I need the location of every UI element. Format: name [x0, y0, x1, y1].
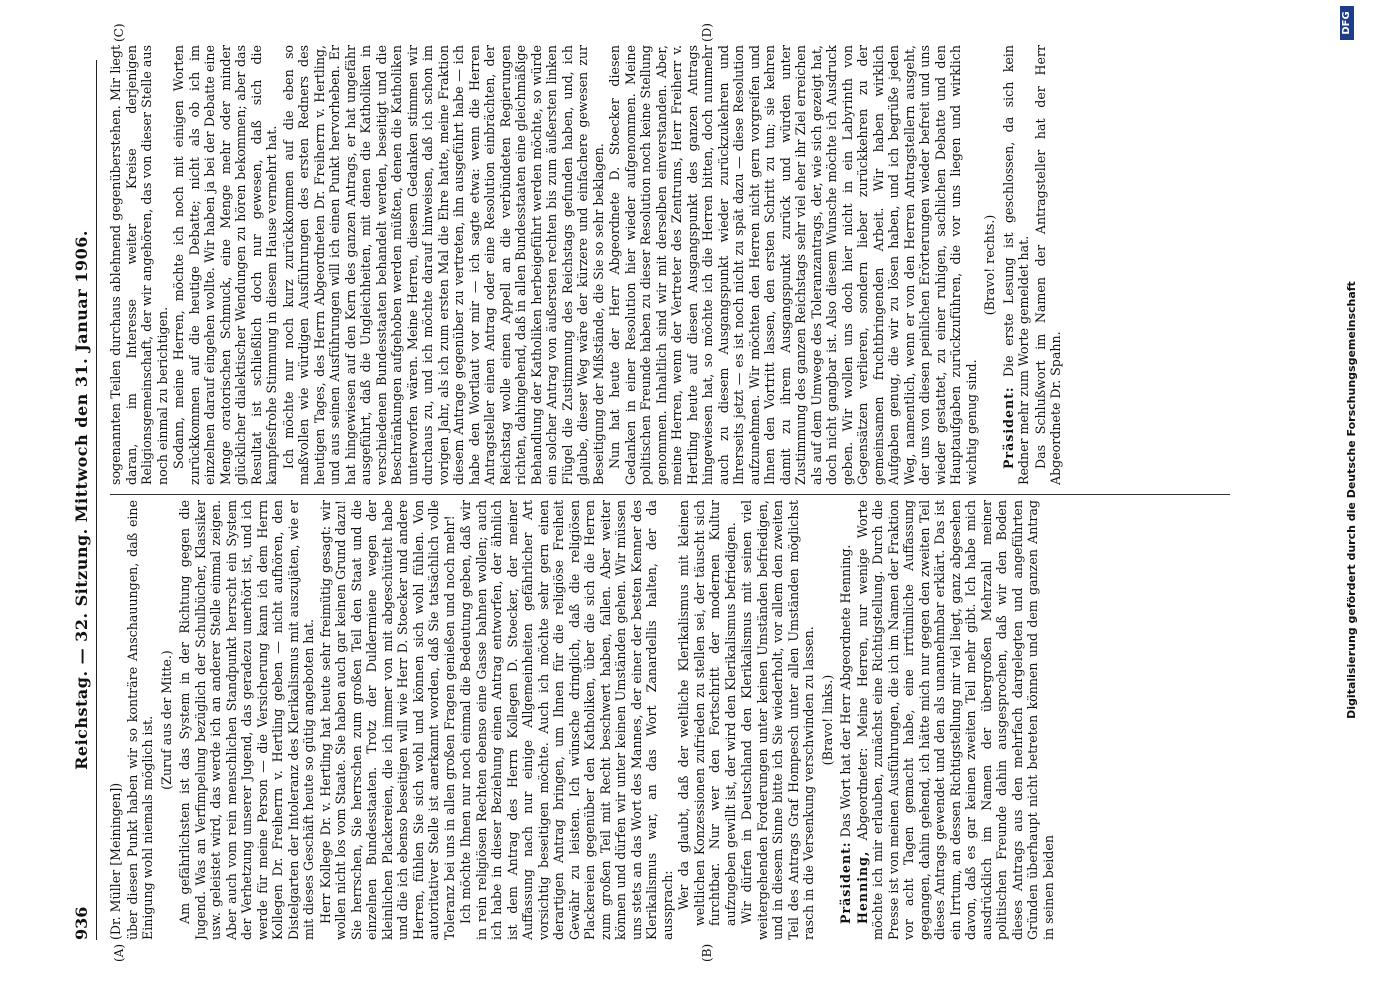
page-header — [60, 0, 100, 1000]
margin-marker-b: (B) — [700, 943, 714, 962]
speaker-continuation: (Dr. Müller [Meiningen]) — [108, 782, 123, 940]
paragraph: Herr Kollege Dr. v. Hertling hat heute sehr freimütig gesagt: wir wollen nicht los vom Staate. Sie haben auch gar keinen Grund dazu! Sie herrschen, Sie herrschen zum großen Teil den Staat und die einzelnen Bundesstaaten. Trotz der Duldermiene wegen der kleinlichen Plackereien, die ich immer von mit abgeschüttelt habe und die ich ebenso beseitigen will wie Herr D. Stoecker und andere Herren, fühlen Sie sich wohl und können sich wohl fühlen. Von autoritativer Stelle ist anerkannt worden, daß Sie tatsächlich volle Toleranz bei uns in allen großen Fragen genießen und noch mehr! — [317, 500, 457, 940]
margin-marker-d: (D) — [700, 23, 714, 42]
right-column — [108, 45, 1238, 485]
paragraph: Ich möchte Ihnen nur noch einmal die Bedeutung geben, daß wir in rein religiösen Rechten ebenso eine Gasse bahnen wollen; auch ich habe in dieser Beziehung einen Antrag entworfen, der ähnlich ist dem Antrag des Herrn Kollegen D. Stoecker, der meiner Auffassung nach nur einige Allgemeinheiten gefährlicher Art vorsichtig beseitigen möchte. Auch ich möchte sehr gern einen derartigen Antrag bringen, um Ihnen für die religiöse Freiheit Gewähr zu leisten. Ich wünsche dringlich, daß die religiösen Plackereien gegenüber den Katholiken, über die sich die Herren zum großen Teil mit Recht beschwert haben, fallen. Aber weiter können und dürfen wir unter keinen Umständen gehen. Wir müssen uns stets an das Wort des Mannes, der einer der besten Kenner des Klerikalismus war, an das Wort Zanardellis halten, der da aussprach: — [458, 500, 675, 940]
paragraph: über diesen Punkt haben wir so konträre Anschauungen, daß eine Einigung wohl niemals möglich ist. — [124, 500, 155, 940]
closing-paragraph: Das Schlußwort im Namen der Antragsteller hat der Herr Abgeordnete Dr. Spahn. — [1032, 45, 1063, 485]
quotation: Wer da glaubt, daß der weltliche Klerikalismus mit kleinen weltlichen Konzessionen zufrieden zu stellen sei, der täuscht sich furchtbar. Nur wer den Fortschritt der modernen Kultur aufzugeben gewillt ist, der wird den Klerikalismus befriedigen. — [676, 500, 738, 926]
page-number: 936 — [72, 906, 91, 940]
applause: (Bravo! links.) — [819, 674, 835, 766]
paragraph: Wir dürfen in Deutschland den Klerikalismus mit seinen viel weitergehenden Forderungen unter keinen Umständen befriedigen, und in diesem Sinne bitte ich Sie wiederholt, vor allem den zweiten Teil des Antrags Graf Hompesch unter allen Umständen möglichst rasch in die Versenkung verschwinden zu lassen. — [739, 500, 816, 940]
page-title: Reichstag. — 32. Sitzung. Mittwoch den 31. Januar 1906. — [72, 230, 91, 770]
left-column — [108, 500, 1238, 940]
president-remark — [1001, 45, 1032, 485]
header-rule — [96, 60, 97, 940]
interjection: (Zuruf aus der Mitte.) — [158, 650, 174, 790]
paragraph: Nun hat heute der Herr Abgeordnete D. Stoecker diesen Gedanken in einer Resolution hier wieder aufgenommen. Meine politischen Freunde haben zu dieser Resolution noch keine Stellung genommen. Inhaltlich sind wir mit derselben einverstanden. Aber, meine Herren, wenn der Vertreter des Zentrums, Herr Freiherr v. Hertling heute auf diesen Ausgangspunkt des ganzen Antrags hingewiesen hat, so möchte ich die Herren bitten, doch nunmehr auch zu diesem Ausgangspunkt wieder zurückzukehren und Ihrerseits jetzt — es ist noch nicht zu spät dazu — diese Resolution aufzunehmen. Wir möchten den Herren nicht gern vorgreifen und Ihnen den Vortritt lassen, den ersten Schritt zu tun; sie kehren damit zu ihrem Ausgangspunkt zurück und würden unter Zustimmung des ganzen Reichstags sehr viel eher ihr Ziel erreichen als auf dem Umwege des Toleranzantrags, der, wie sich gezeigt hat, doch nicht gangbar ist. Also diesem Wunsche möchte ich Ausdruck geben. Wir wollen uns doch hier nicht in ein Labyrinth von Gegensätzen verlieren, sondern lieber zurückkehren zu der gemeinsamen fruchtbringenden Arbeit. Wir haben wirklich Aufgaben genug, die wir zu lösen haben, und ich begrüße jeden Weg, namentlich, wenn er von den Herren Antragstellern ausgeht, der uns von diesen peinlichen Erörterungen wieder befreit und uns wieder gestattet, zu einer ruhigen, sachlichen Debatte und den Hauptaufgaben zurückzuführen, die vor uns liegen und wirklich wichtig genug sind. — [607, 45, 979, 485]
paragraph: Sodann, meine Herren, möchte ich noch mit einigen Worten zurückkommen auf die heutige Debatte; nicht als ob ich im einzelnen darauf eingehen wollte. Wir haben ja bei der Debatte eine Menge oratorischen Schmuck, eine Menge mehr oder minder glücklicher dialektischer Wendungen zu hören bekommen; aber das Resultat ist schließlich doch nur gewesen, daß sich die kampfesfrohe Stimmung in diesem Hause vermehrt hat. — [171, 45, 279, 485]
digitization-note: Digitalisierung gefördert durch die Deutsche Forschungsgemeinschaft — [1345, 281, 1358, 719]
dfg-logo: DFG — [1340, 6, 1354, 40]
applause: (Bravo! rechts.) — [982, 214, 997, 316]
paragraph: Ich möchte nur noch kurz zurückkommen auf die eben so maßvollen wie würdigen Ausführungen des ersten Redners des heutigen Tages, des Herrn Abgeordneten Dr. Freiherrn v. Hertling, und aus seinen Ausführungen will ich einen Punkt hervorheben. Er hat hingewiesen auf den Kern des ganzen Antrags, er hat ungefähr ausgeführt, daß die Ungleichheiten, mit denen die Katholiken in verschiedenen Bundesstaaten behandelt werden, beseitigt und die Beschränkungen aufgehoben werden müßten, denen die Katholiken unterworfen wären. Meine Herren, diesem Gedanken stimmen wir durchaus zu, und ich möchte darauf hinweisen, daß ich schon im vorigen Jahr, als ich zum ersten Mal die Ehre hatte, meine Fraktion diesem Antrage gegenüber zu vertreten, ihn ausgeführt habe — ich habe den Wortlaut vor mir — ich sagte etwa: wenn die Herren Antragsteller einen Antrag oder eine Resolution einbrächten, der Reichstag wolle einen Appell an die verbündeten Regierungen richten, dahingehend, daß in allen Bundesstaaten eine gleichmäßige Behandlung der Katholiken herbeigeführt werden möchte, so würde ein solcher Antrag von äußersten rechten bis zum äußersten linken Flügel die Zustimmung des Reichstags gefunden haben, und, ich glaube, dieser Weg wäre der kürzere und einfachere gewesen zur Beseitigung der Mißstände, die Sie so sehr beklagen. — [280, 45, 606, 485]
henning-speech — [855, 500, 1057, 940]
speaker-label: Präsident: — [1000, 386, 1016, 469]
paragraph: Am gefährlichsten ist das System in der Richtung gegen die Jugend. Was an Verfimpelung bezüglich der Schulbücher, Klassiker usw. geleistet wird, das werde ich an anderer Stelle einmal zeigen. Aber auch vom rein menschlichen Standpunkt herrscht ein System der Verhetzung unserer Jugend, das geradezu unerhört ist, und ich werde für meine Person — die Versicherung kann ich dem Herrn Kollegen Dr. Freiherrn v. Hertling geben — nicht aufhören, den Distelgarten der Intoleranz des Klerikalismus mit auszujäten, wie er mit dieses Geschäft heute so gütig angeboten hat. — [177, 500, 316, 940]
margin-marker-a: (A) — [112, 943, 126, 962]
president-text: Das Wort hat der Herr Abgeordnete Henning. — [838, 544, 853, 838]
margin-marker-c: (C) — [112, 23, 126, 42]
president-text: Die erste Lesung ist geschlossen, da sich kein Redner mehr zum Worte gemeldet hat. — [1000, 45, 1031, 485]
president-remark — [838, 500, 854, 940]
paragraph: sogenannten Teilen durchaus ablehnend gegenüberstehen. Mir liegt daran, im Interesse weiter Kreise derjenigen Religionsgemeinschaft, der wir angehören, das von dieser Stelle aus noch einmal zu berichtigen. — [108, 45, 170, 485]
speaker-label: Präsident: — [838, 841, 853, 924]
column-divider — [110, 494, 1230, 495]
speech-text: Meine Herren, nur wenige Worte möchte ich mir erlauben, zunächst eine Richtigstellung. Durch die Presse ist von meinen Ausführungen, die ich im Namen der Fraktion vor acht Tagen gemacht habe, eine irrtümliche Auffassung gegangen, dahin gehend, ich hätte mich nur gegen den zweiten Teil dieses Antrags gewendet und den als unannehmbar erklärt. Das ist ein Irrtum, an dessen Richtigstellung mir viel liegt, ganz abgesehen davon, daß es gar keinen zweiten Teil mehr gibt. Ich habe mich ausdrücklich im Namen der übergroßen Mehrzahl meiner politischen Freunde dahin ausgesprochen, daß wir den Boden dieses Antrags aus den mehrfach dargelegten und angeführten Gründen überhaupt nicht betreten können und dem ganzen Antrag in seinen beiden — [854, 500, 1056, 940]
speaker-label: Henning, — [854, 850, 870, 924]
speaker-role: Abgeordneter: — [854, 747, 870, 841]
